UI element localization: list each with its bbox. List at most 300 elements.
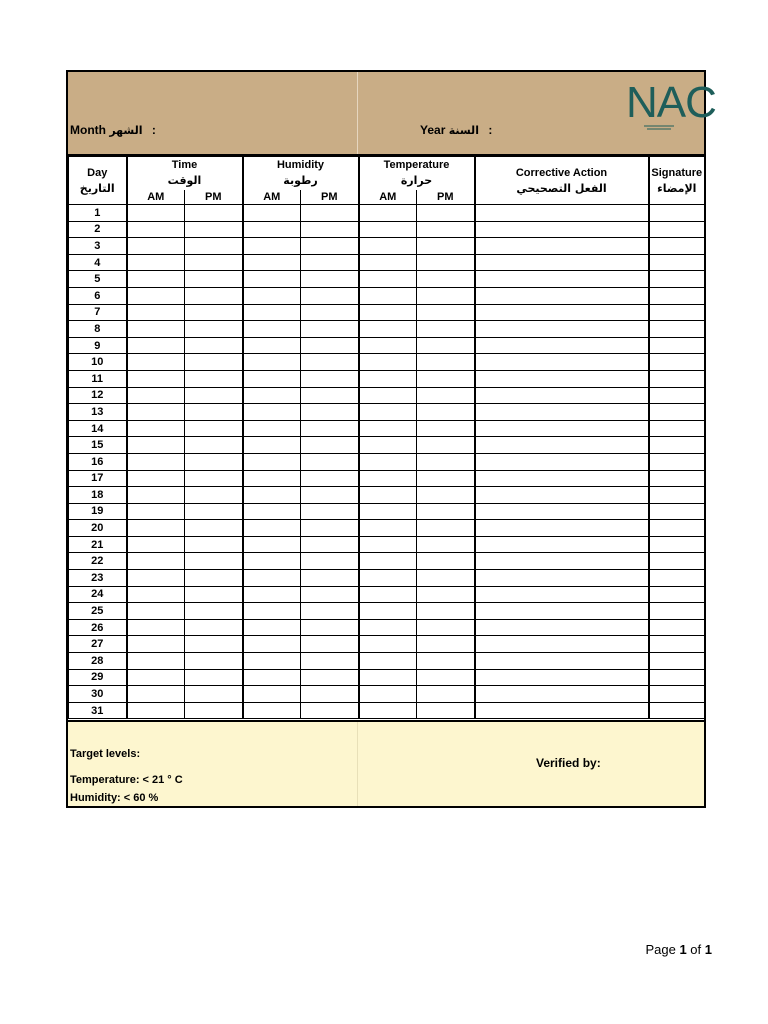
time-am-cell[interactable] <box>127 636 185 653</box>
day-cell: 19 <box>69 503 127 520</box>
signature-cell[interactable] <box>649 287 705 304</box>
signature-cell[interactable] <box>649 636 705 653</box>
temperature-pm-cell[interactable] <box>417 536 475 553</box>
temperature-pm-cell[interactable] <box>417 603 475 620</box>
humidity-pm-cell[interactable] <box>301 586 359 603</box>
corrective-action-cell[interactable] <box>475 603 649 620</box>
day-cell: 16 <box>69 453 127 470</box>
time-am-cell[interactable] <box>127 271 185 288</box>
humidity-pm-cell[interactable] <box>301 669 359 686</box>
temperature-am-cell[interactable] <box>359 354 417 371</box>
time-pm-cell[interactable] <box>185 404 243 421</box>
humidity-am-cell[interactable] <box>243 619 301 636</box>
day-cell: 6 <box>69 287 127 304</box>
time-pm-cell[interactable] <box>185 536 243 553</box>
time-am-cell[interactable] <box>127 453 185 470</box>
time-pm-cell[interactable] <box>185 420 243 437</box>
time-am-cell[interactable] <box>127 404 185 421</box>
temperature-am-cell[interactable] <box>359 221 417 238</box>
time-am-cell[interactable] <box>127 686 185 703</box>
signature-cell[interactable] <box>649 254 705 271</box>
time-pm-cell[interactable] <box>185 653 243 670</box>
temperature-pm-cell[interactable] <box>417 503 475 520</box>
temperature-pm-cell[interactable] <box>417 686 475 703</box>
humidity-pm-cell[interactable] <box>301 453 359 470</box>
corrective-action-cell[interactable] <box>475 702 649 719</box>
humidity-pm-cell[interactable] <box>301 636 359 653</box>
humidity-am-cell[interactable] <box>243 354 301 371</box>
page-total: 1 <box>704 942 712 957</box>
temperature-pm-cell[interactable] <box>417 287 475 304</box>
table-row <box>69 503 705 520</box>
temperature-pm-cell[interactable] <box>417 669 475 686</box>
signature-cell[interactable] <box>649 669 705 686</box>
corrective-action-cell[interactable] <box>475 470 649 487</box>
corrective-action-cell[interactable] <box>475 553 649 570</box>
humidity-am-cell[interactable] <box>243 603 301 620</box>
humidity-am-cell[interactable] <box>243 653 301 670</box>
verified-by-label: Verified by: <box>536 756 601 770</box>
humidity-am-cell[interactable] <box>243 503 301 520</box>
humidity-am-cell[interactable] <box>243 437 301 454</box>
humidity-am-cell[interactable] <box>243 321 301 338</box>
temperature-pm-cell[interactable] <box>417 487 475 504</box>
time-pm-cell[interactable] <box>185 387 243 404</box>
corrective-action-cell[interactable] <box>475 304 649 321</box>
corrective-action-cell[interactable] <box>475 404 649 421</box>
signature-cell[interactable] <box>649 487 705 504</box>
temperature-pm-cell[interactable] <box>417 553 475 570</box>
col-corrective-label: Corrective Action <box>515 167 608 179</box>
corrective-action-cell[interactable] <box>475 370 649 387</box>
corrective-action-cell[interactable] <box>475 238 649 255</box>
humidity-am-cell[interactable] <box>243 570 301 587</box>
signature-cell[interactable] <box>649 370 705 387</box>
humidity-pm-cell[interactable] <box>301 205 359 222</box>
signature-cell[interactable] <box>649 470 705 487</box>
time-pm-cell[interactable] <box>185 437 243 454</box>
humidity-pm-cell[interactable] <box>301 536 359 553</box>
humidity-am-cell[interactable] <box>243 271 301 288</box>
time-am-cell[interactable] <box>127 387 185 404</box>
signature-cell[interactable] <box>649 686 705 703</box>
time-pm-cell[interactable] <box>185 686 243 703</box>
humidity-pm-cell[interactable] <box>301 370 359 387</box>
day-cell: 21 <box>69 536 127 553</box>
time-pm-cell[interactable] <box>185 354 243 371</box>
humidity-pm-cell[interactable] <box>301 619 359 636</box>
humidity-pm-cell[interactable] <box>301 304 359 321</box>
time-pm-cell[interactable] <box>185 321 243 338</box>
humidity-pm-cell[interactable] <box>301 387 359 404</box>
signature-cell[interactable] <box>649 570 705 587</box>
signature-cell[interactable] <box>649 437 705 454</box>
temperature-am-cell[interactable] <box>359 254 417 271</box>
humidity-pm-cell[interactable] <box>301 221 359 238</box>
corrective-action-cell[interactable] <box>475 536 649 553</box>
col-time-label: Time <box>171 159 198 171</box>
time-pm-cell[interactable] <box>185 254 243 271</box>
corrective-action-cell[interactable] <box>475 487 649 504</box>
col-time-label-ar: الوقت <box>167 174 202 187</box>
temperature-pm-cell[interactable] <box>417 254 475 271</box>
corrective-action-cell[interactable] <box>475 653 649 670</box>
corrective-action-cell[interactable] <box>475 437 649 454</box>
temperature-am-cell[interactable] <box>359 238 417 255</box>
temperature-pm-cell[interactable] <box>417 470 475 487</box>
temperature-am-cell[interactable] <box>359 536 417 553</box>
page-of: of <box>690 942 702 957</box>
temperature-pm-cell[interactable] <box>417 420 475 437</box>
temperature-pm-cell[interactable] <box>417 437 475 454</box>
signature-cell[interactable] <box>649 653 705 670</box>
temperature-pm-cell[interactable] <box>417 702 475 719</box>
temperature-am-cell[interactable] <box>359 702 417 719</box>
humidity-pm-cell[interactable] <box>301 653 359 670</box>
signature-cell[interactable] <box>649 453 705 470</box>
col-day-label: Day <box>87 167 108 179</box>
humidity-pm-cell[interactable] <box>301 603 359 620</box>
time-pm-cell[interactable] <box>185 238 243 255</box>
signature-cell[interactable] <box>649 404 705 421</box>
time-pm-cell[interactable] <box>185 287 243 304</box>
corrective-action-cell[interactable] <box>475 321 649 338</box>
col-humidity <box>243 157 359 191</box>
temperature-am-cell[interactable] <box>359 287 417 304</box>
corrective-action-cell[interactable] <box>475 669 649 686</box>
temperature-am-cell[interactable] <box>359 453 417 470</box>
time-am-cell[interactable] <box>127 487 185 504</box>
corrective-action-cell[interactable] <box>475 453 649 470</box>
log-sheet <box>66 70 716 808</box>
corrective-action-cell[interactable] <box>475 205 649 222</box>
corrective-action-cell[interactable] <box>475 686 649 703</box>
time-am-cell[interactable] <box>127 337 185 354</box>
temperature-pm-cell[interactable] <box>417 271 475 288</box>
time-am-cell[interactable] <box>127 702 185 719</box>
time-pm-cell[interactable] <box>185 221 243 238</box>
time-am-cell[interactable] <box>127 238 185 255</box>
time-am-cell[interactable] <box>127 254 185 271</box>
temperature-am-cell[interactable] <box>359 520 417 537</box>
time-am-cell[interactable] <box>127 354 185 371</box>
day-cell: 9 <box>69 337 127 354</box>
day-cell: 4 <box>69 254 127 271</box>
footer-divider <box>357 722 358 806</box>
temperature-am-cell[interactable] <box>359 653 417 670</box>
time-am-cell[interactable] <box>127 653 185 670</box>
corrective-action-cell[interactable] <box>475 354 649 371</box>
temperature-am-cell[interactable] <box>359 321 417 338</box>
temperature-am-cell[interactable] <box>359 470 417 487</box>
year-label: Year <box>420 123 446 137</box>
time-am-cell[interactable] <box>127 570 185 587</box>
signature-cell[interactable] <box>649 271 705 288</box>
humidity-am-cell[interactable] <box>243 586 301 603</box>
humidity-am-cell[interactable] <box>243 287 301 304</box>
humidity-pm-cell[interactable] <box>301 437 359 454</box>
temperature-pm-cell[interactable] <box>417 453 475 470</box>
table-row <box>69 354 705 371</box>
humidity-am-cell[interactable] <box>243 387 301 404</box>
day-cell: 13 <box>69 404 127 421</box>
temperature-am-cell[interactable] <box>359 304 417 321</box>
signature-cell[interactable] <box>649 221 705 238</box>
day-cell: 15 <box>69 437 127 454</box>
humidity-am-cell[interactable] <box>243 686 301 703</box>
day-cell: 20 <box>69 520 127 537</box>
humidity-am-cell[interactable] <box>243 487 301 504</box>
temperature-pm-cell[interactable] <box>417 619 475 636</box>
temperature-am-cell[interactable] <box>359 420 417 437</box>
humidity-am-header: AM <box>243 190 301 205</box>
time-pm-cell[interactable] <box>185 337 243 354</box>
month-colon: : <box>151 123 156 137</box>
time-pm-cell[interactable] <box>185 702 243 719</box>
temperature-am-cell[interactable] <box>359 503 417 520</box>
humidity-am-cell[interactable] <box>243 254 301 271</box>
humidity-pm-cell[interactable] <box>301 238 359 255</box>
time-am-cell[interactable] <box>127 437 185 454</box>
logo-text: NAC <box>626 78 716 127</box>
time-am-cell[interactable] <box>127 287 185 304</box>
signature-cell[interactable] <box>649 619 705 636</box>
signature-cell[interactable] <box>649 304 705 321</box>
time-am-cell[interactable] <box>127 536 185 553</box>
temperature-am-cell[interactable] <box>359 387 417 404</box>
day-cell: 8 <box>69 321 127 338</box>
humidity-pm-cell[interactable] <box>301 271 359 288</box>
corrective-action-cell[interactable] <box>475 586 649 603</box>
humidity-am-cell[interactable] <box>243 553 301 570</box>
day-cell: 26 <box>69 619 127 636</box>
temperature-am-cell[interactable] <box>359 686 417 703</box>
temperature-am-cell[interactable] <box>359 205 417 222</box>
time-pm-cell[interactable] <box>185 370 243 387</box>
col-temperature-label-ar: حرارة <box>400 174 433 187</box>
humidity-am-cell[interactable] <box>243 453 301 470</box>
table-row <box>69 487 705 504</box>
temperature-am-cell[interactable] <box>359 636 417 653</box>
log-table <box>68 156 705 719</box>
temperature-am-cell[interactable] <box>359 370 417 387</box>
temperature-pm-cell[interactable] <box>417 653 475 670</box>
humidity-pm-cell[interactable] <box>301 354 359 371</box>
corrective-action-cell[interactable] <box>475 636 649 653</box>
temperature-pm-cell[interactable] <box>417 586 475 603</box>
time-pm-cell[interactable] <box>185 470 243 487</box>
time-pm-cell[interactable] <box>185 304 243 321</box>
table-row <box>69 570 705 587</box>
humidity-pm-cell[interactable] <box>301 686 359 703</box>
humidity-am-cell[interactable] <box>243 205 301 222</box>
col-corrective-action <box>475 157 649 205</box>
signature-cell[interactable] <box>649 503 705 520</box>
humidity-am-cell[interactable] <box>243 702 301 719</box>
signature-cell[interactable] <box>649 205 705 222</box>
humidity-pm-cell[interactable] <box>301 570 359 587</box>
time-am-cell[interactable] <box>127 586 185 603</box>
temperature-am-cell[interactable] <box>359 570 417 587</box>
humidity-pm-cell[interactable] <box>301 702 359 719</box>
humidity-pm-cell[interactable] <box>301 287 359 304</box>
time-am-cell[interactable] <box>127 603 185 620</box>
nac-logo <box>626 78 716 127</box>
day-cell: 14 <box>69 420 127 437</box>
time-pm-cell[interactable] <box>185 586 243 603</box>
temperature-am-cell[interactable] <box>359 603 417 620</box>
temperature-pm-cell[interactable] <box>417 304 475 321</box>
time-am-cell[interactable] <box>127 304 185 321</box>
time-am-cell[interactable] <box>127 619 185 636</box>
humidity-am-cell[interactable] <box>243 404 301 421</box>
temperature-pm-cell[interactable] <box>417 404 475 421</box>
time-pm-cell[interactable] <box>185 487 243 504</box>
temperature-am-cell[interactable] <box>359 553 417 570</box>
corrective-action-cell[interactable] <box>475 619 649 636</box>
time-pm-cell[interactable] <box>185 636 243 653</box>
page-current: 1 <box>679 942 687 957</box>
humidity-pm-cell[interactable] <box>301 487 359 504</box>
time-pm-cell[interactable] <box>185 503 243 520</box>
logo-tagline-mark <box>644 124 674 132</box>
day-cell: 31 <box>69 702 127 719</box>
temperature-am-cell[interactable] <box>359 487 417 504</box>
corrective-action-cell[interactable] <box>475 503 649 520</box>
time-pm-cell[interactable] <box>185 619 243 636</box>
day-cell: 25 <box>69 603 127 620</box>
signature-cell[interactable] <box>649 702 705 719</box>
humidity-pm-cell[interactable] <box>301 470 359 487</box>
temperature-pm-cell[interactable] <box>417 636 475 653</box>
temperature-pm-cell[interactable] <box>417 221 475 238</box>
table-row <box>69 271 705 288</box>
col-signature-label-ar: الإمضاء <box>657 182 697 195</box>
signature-cell[interactable] <box>649 553 705 570</box>
temperature-pm-cell[interactable] <box>417 370 475 387</box>
humidity-pm-cell[interactable] <box>301 503 359 520</box>
corrective-action-cell[interactable] <box>475 287 649 304</box>
col-temperature-label: Temperature <box>383 159 450 171</box>
day-cell: 17 <box>69 470 127 487</box>
humidity-am-cell[interactable] <box>243 420 301 437</box>
corrective-action-cell[interactable] <box>475 520 649 537</box>
col-day <box>69 157 127 205</box>
temperature-pm-cell[interactable] <box>417 354 475 371</box>
time-am-cell[interactable] <box>127 669 185 686</box>
time-pm-cell[interactable] <box>185 603 243 620</box>
humidity-am-cell[interactable] <box>243 370 301 387</box>
table-row <box>69 586 705 603</box>
corrective-action-cell[interactable] <box>475 337 649 354</box>
corrective-action-cell[interactable] <box>475 254 649 271</box>
time-pm-cell[interactable] <box>185 271 243 288</box>
time-am-cell[interactable] <box>127 470 185 487</box>
corrective-action-cell[interactable] <box>475 420 649 437</box>
table-row <box>69 304 705 321</box>
signature-cell[interactable] <box>649 387 705 404</box>
humidity-am-cell[interactable] <box>243 337 301 354</box>
sheet-header <box>68 72 716 156</box>
signature-cell[interactable] <box>649 520 705 537</box>
time-pm-cell[interactable] <box>185 205 243 222</box>
time-am-cell[interactable] <box>127 370 185 387</box>
time-am-cell[interactable] <box>127 520 185 537</box>
humidity-am-cell[interactable] <box>243 470 301 487</box>
humidity-am-cell[interactable] <box>243 669 301 686</box>
time-am-cell[interactable] <box>127 420 185 437</box>
col-signature <box>649 157 705 205</box>
temperature-am-cell[interactable] <box>359 271 417 288</box>
corrective-action-cell[interactable] <box>475 570 649 587</box>
temperature-am-cell[interactable] <box>359 669 417 686</box>
time-pm-cell[interactable] <box>185 520 243 537</box>
table-row <box>69 254 705 271</box>
humidity-pm-cell[interactable] <box>301 520 359 537</box>
humidity-pm-cell[interactable] <box>301 420 359 437</box>
humidity-pm-cell[interactable] <box>301 321 359 338</box>
time-am-cell[interactable] <box>127 205 185 222</box>
temperature-am-cell[interactable] <box>359 404 417 421</box>
signature-cell[interactable] <box>649 420 705 437</box>
temperature-pm-cell[interactable] <box>417 337 475 354</box>
humidity-am-cell[interactable] <box>243 636 301 653</box>
time-pm-cell[interactable] <box>185 453 243 470</box>
humidity-pm-cell[interactable] <box>301 553 359 570</box>
temperature-am-cell[interactable] <box>359 437 417 454</box>
time-am-cell[interactable] <box>127 503 185 520</box>
time-am-cell[interactable] <box>127 221 185 238</box>
table-row <box>69 437 705 454</box>
time-pm-cell[interactable] <box>185 570 243 587</box>
temperature-am-cell[interactable] <box>359 337 417 354</box>
corrective-action-cell[interactable] <box>475 221 649 238</box>
humidity-am-cell[interactable] <box>243 238 301 255</box>
temperature-pm-cell[interactable] <box>417 570 475 587</box>
corrective-action-cell[interactable] <box>475 387 649 404</box>
time-am-cell[interactable] <box>127 321 185 338</box>
time-pm-cell[interactable] <box>185 669 243 686</box>
signature-cell[interactable] <box>649 321 705 338</box>
time-am-cell[interactable] <box>127 553 185 570</box>
day-cell: 1 <box>69 205 127 222</box>
col-temperature <box>359 157 475 191</box>
temperature-am-cell[interactable] <box>359 619 417 636</box>
humidity-am-cell[interactable] <box>243 304 301 321</box>
temperature-pm-cell[interactable] <box>417 321 475 338</box>
humidity-am-cell[interactable] <box>243 520 301 537</box>
signature-cell[interactable] <box>649 586 705 603</box>
signature-cell[interactable] <box>649 337 705 354</box>
signature-cell[interactable] <box>649 354 705 371</box>
table-row <box>69 337 705 354</box>
humidity-am-cell[interactable] <box>243 536 301 553</box>
signature-cell[interactable] <box>649 603 705 620</box>
humidity-pm-cell[interactable] <box>301 254 359 271</box>
humidity-pm-cell[interactable] <box>301 404 359 421</box>
temperature-pm-cell[interactable] <box>417 205 475 222</box>
signature-cell[interactable] <box>649 536 705 553</box>
signature-cell[interactable] <box>649 238 705 255</box>
temperature-pm-cell[interactable] <box>417 387 475 404</box>
temperature-pm-cell[interactable] <box>417 238 475 255</box>
temperature-pm-cell[interactable] <box>417 520 475 537</box>
time-pm-cell[interactable] <box>185 553 243 570</box>
humidity-pm-cell[interactable] <box>301 337 359 354</box>
humidity-am-cell[interactable] <box>243 221 301 238</box>
temperature-am-cell[interactable] <box>359 586 417 603</box>
corrective-action-cell[interactable] <box>475 271 649 288</box>
